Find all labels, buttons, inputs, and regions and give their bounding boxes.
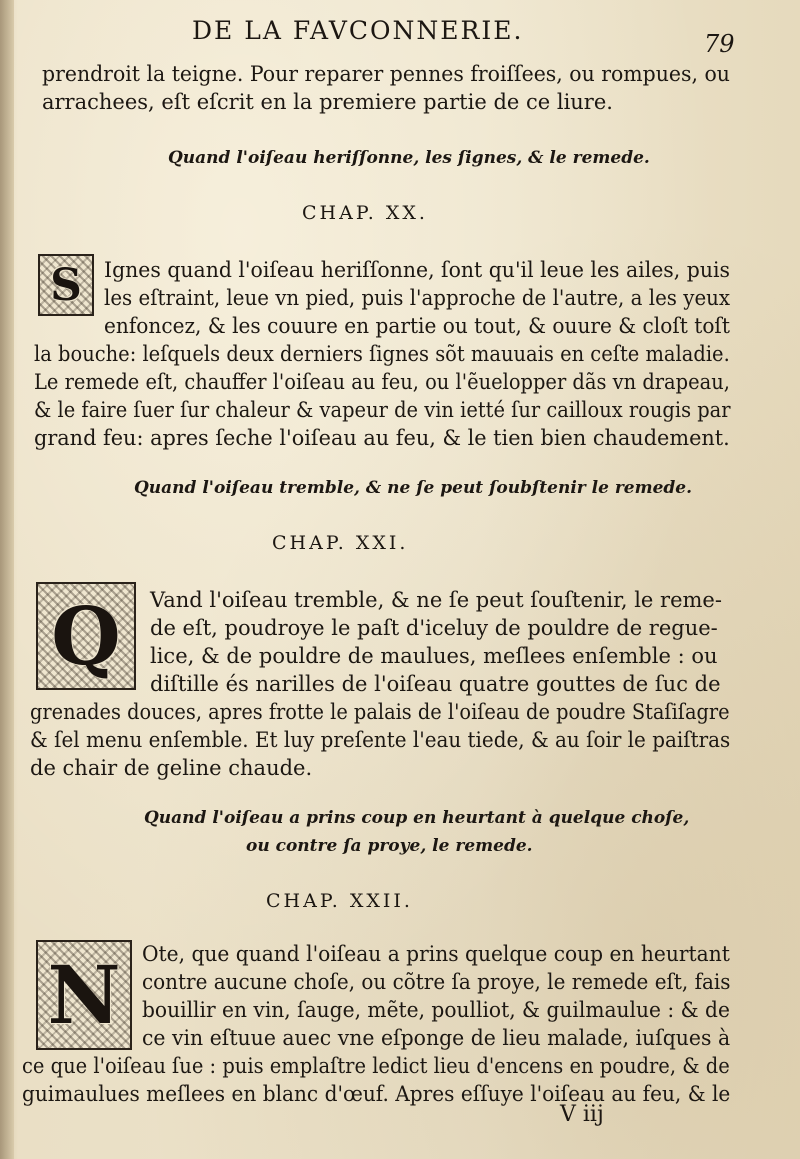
text-line: guimaulues meſlees en blanc d'œuf. Apres eſſuye l'oiſeau au feu, & le xyxy=(22,1082,731,1106)
text-line: & le faire ſuer ſur chaleur & vapeur de vin ietté ſur cailloux rougis par xyxy=(34,398,731,422)
page-number: 79 xyxy=(704,30,735,58)
text-line: de chair de geline chaude. xyxy=(30,756,313,780)
text-line: Le remede eſt, chauffer l'oiſeau au feu, ou l'ẽuelopper dãs vn drapeau, xyxy=(34,370,730,394)
text-line: contre aucune choſe, ou cõtre ſa proye, le remede eſt, fais xyxy=(142,970,731,994)
section-heading: Quand l'oiſeau a prins coup en heurtant à quelque choſe, xyxy=(144,808,690,828)
text-line: Vand l'oiſeau tremble, & ne ſe peut ſouſtenir, le reme- xyxy=(150,588,722,612)
decorated-initial xyxy=(36,582,136,690)
text-line: ce vin eſtuue auec vne eſponge de lieu malade, iuſques à xyxy=(142,1026,731,1050)
text-line: prendroit la teigne. Pour reparer pennes froiſſees, ou rompues, ou xyxy=(42,62,730,86)
page-gutter xyxy=(0,0,14,1159)
chapter-heading: CHAP. XXII. xyxy=(266,890,413,912)
section-heading: Quand l'oiſeau tremble, & ne ſe peut ſoubſtenir le remede. xyxy=(134,478,693,498)
chapter-heading: CHAP. XX. xyxy=(302,202,428,224)
text-line: enfoncez, & les couure en partie ou tout, & ouure & cloſt toſt xyxy=(104,314,730,338)
text-line: & ſel menu enſemble. Et luy preſente l'eau tiede, & au ſoir le paiſtras xyxy=(30,728,731,752)
text-line: ce que l'oiſeau ſue : puis emplaſtre ledict lieu d'encens en poudre, & de xyxy=(22,1054,730,1078)
decorated-initial xyxy=(38,254,94,316)
section-heading: ou contre ſa proye, le remede. xyxy=(246,836,533,856)
text-line: arrachees, eſt eſcrit en la premiere partie de ce liure. xyxy=(42,90,613,114)
text-line: grand feu: apres ſeche l'oiſeau au feu, & le tien bien chaudement. xyxy=(34,426,730,450)
section-heading: Quand l'oiſeau heriſſonne, les ſignes, & le remede. xyxy=(168,148,650,168)
text-line: Ignes quand l'oiſeau heriſſonne, ſont qu'il leue les ailes, puis xyxy=(104,258,730,282)
running-head: DE LA FAVCONNERIE. xyxy=(192,16,524,45)
signature-mark: V iij xyxy=(560,1102,604,1127)
text-line: grenades douces, apres frotte le palais de l'oiſeau de poudre Staſiſagre xyxy=(30,700,730,724)
text-line: les eſtraint, leue vn pied, puis l'approche de l'autre, a les yeux xyxy=(104,286,731,310)
initial-letter: S xyxy=(50,259,82,311)
text-line: la bouche: leſquels deux derniers ſignes sõt mauuais en ceſte maladie. xyxy=(34,342,730,366)
chapter-heading: CHAP. XXI. xyxy=(272,532,409,554)
initial-letter: N xyxy=(47,948,121,1042)
decorated-initial xyxy=(36,940,132,1050)
text-line: diſtille és narilles de l'oiſeau quatre gouttes de ſuc de xyxy=(150,672,721,696)
text-line: lice, & de pouldre de maulues, meſlees enſemble : ou xyxy=(150,644,718,668)
text-line: Ote, que quand l'oiſeau a prins quelque coup en heurtant xyxy=(142,942,730,966)
text-line: bouillir en vin, ſauge, mẽte, poulliot, & guilmaulue : & de xyxy=(142,998,730,1022)
initial-letter: Q xyxy=(51,589,121,683)
text-line: de eſt, poudroye le paſt d'iceluy de pouldre de regue- xyxy=(150,616,718,640)
